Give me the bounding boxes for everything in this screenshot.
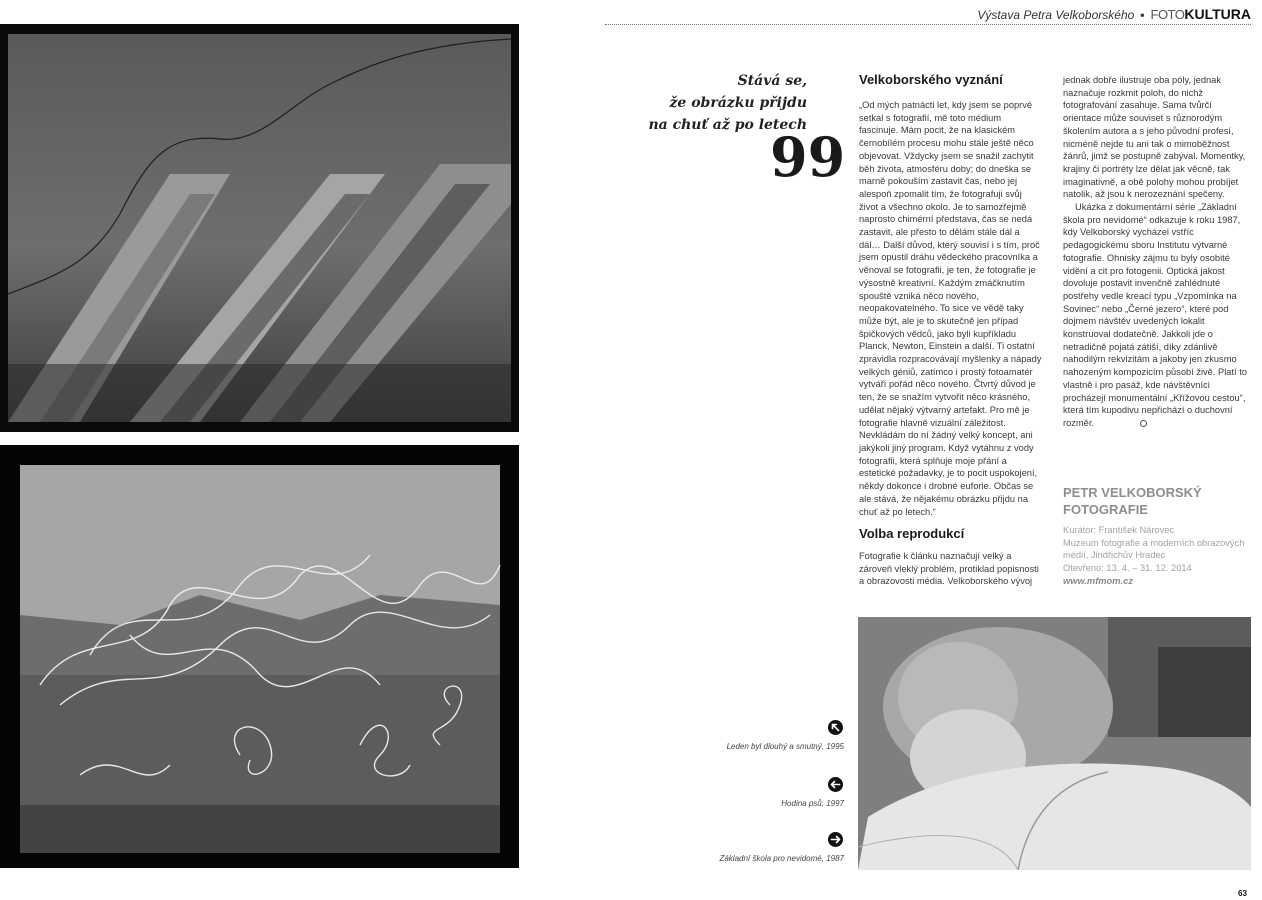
article-paragraph: jednak dobře ilustruje oba póly, jednak naznačuje rozkmit poloh, do nichž fotografování zasahuje. Sama tvůrčí orientace může souviset s různorodým školením autora a s jeho původní profesí, nicméně nejde tu ani tak o mimoběžnost žánrů, jimž se postupně zabýval. Momentky, krajiny či portréty lze dělat jak věcně, tak imaginativně, a obě polohy mohou probíjet natolik, až jsou k nerozeznání spečeny. xyxy=(1063,75,1246,200)
arrow-up-left-icon xyxy=(828,720,843,735)
caption-zakladni-skola: Základní škola pro nevidomé, 1987 xyxy=(719,854,844,863)
arrow-left-icon xyxy=(828,777,843,792)
photo-zakladni-skola xyxy=(858,617,1251,870)
exhibition-website-link[interactable]: www.mfmom.cz xyxy=(1063,575,1133,586)
exhibition-title: PETR VELKOBORSKÝ FOTOGRAFIE xyxy=(1063,485,1202,517)
article-column-1: „Od mých patnácti let, kdy jsem se poprvé setkal s fotografií, mě toto médium fascinuje. Mám pocit, že na klasickém černobílém procesu mohu stále ještě něco objevovat. Vždycky jsem se snažil zachytit běh života, atmosféru doby; do dneška se marně pokouším zastavit čas, nebo jej alespoň zpomalit tím, že fotografuji svůj život a všechno okolo. Je to samozřejmě naprosto chimérní představa, čas se nedá zastavit, ale přesto to dělám stále dál a dál… Další důvod, který souvisí i s tím, proč jsem opustil dráhu vědeckého pracovníka a věnoval se fotografii, je ten, že fotografie je výsostně kreativní. Každým zmáčknutím spouště vzniká něco nového, neopakovatelného. To sice ve vědě taky může být, ale je to skutečně jen případ špičkových vědců, jako byli kupříkladu Planck, Newton, Einstein a další. Ti ostatní zpravidla rozpracovávají myšlenky a nápady velkých géniů, zatímco i prostý fotoamatér vytváří pořád něco nového. Čtvrtý důvod je ten, že se snažím vytvořit něco krásného, udělat nějaký výtvarný artefakt. Pro mě je fotografie hlavně vizuální záležitost. Nevkládám do ní žádný velký koncept, ani jakýkoli jiný program. Když vytáhnu z vody fotografii, která splňuje moje přání a estetické požadavky, je to pocit uspokojení, někdy dokonce i drobné euforie. Občas se ale stává, že nějakému obrázku přijdu na chuť až po letech.“ xyxy=(859,100,1042,517)
header-section-title: Výstava Petra Velkoborského xyxy=(977,8,1135,22)
end-mark-icon xyxy=(1140,420,1147,427)
article-column-2 xyxy=(1063,74,1251,430)
photo-hodina-psu xyxy=(0,445,519,868)
brand-kultura: KULTURA xyxy=(1184,6,1251,22)
exhibition-venue: Muzeum fotografie a moderních obrazových médií, Jindřichův Hradec xyxy=(1063,537,1245,561)
pull-quote-line: že obrázku přijdu xyxy=(669,95,807,111)
article-paragraph xyxy=(1063,201,1251,430)
caption-hodina-psu: Hodina psů, 1997 xyxy=(781,799,844,808)
header-bullet: • xyxy=(1140,8,1145,22)
article-column-1-continued: Fotografie k článku naznačují velký a zároveň vleklý problém, protiklad popisnosti a obrazovosti média. Velkoborského vývoj xyxy=(859,551,1039,587)
photo-leden-byl-dlouhy xyxy=(0,24,519,432)
exhibition-curator: Kurátor: František Nárovec xyxy=(1063,525,1175,535)
pull-quote-line: Stává se, xyxy=(737,73,807,89)
running-header xyxy=(605,6,1251,26)
caption-leden: Leden byl dlouhý a smutný, 1995 xyxy=(726,742,844,751)
pull-quote-line: na chuť až po letech xyxy=(648,117,807,133)
heading-volba-reprodukci: Volba reprodukcí xyxy=(859,526,965,541)
quote-mark-icon: 99 xyxy=(770,125,846,189)
exhibition-dates: Otevřeno: 13. 4. – 31. 12. 2014 xyxy=(1063,563,1192,574)
heading-velkoborskeho-vyznani: Velkoborského vyznání xyxy=(859,72,1003,87)
page-number: 63 xyxy=(1238,889,1247,898)
arrow-right-icon xyxy=(828,832,843,847)
exhibition-info xyxy=(1063,524,1251,588)
article-paragraph-text: Ukázka z dokumentární série „Základní škola pro nevidomé“ odkazuje k roku 1987, kdy Velkoborský vycházel vstříc pedagogickému sboru Institutu výtvarné fotografie. Ohnisky zájmu tu byly osobité vidění a cit pro fotogenii. Optická jakost dovoluje postavit invenčně zahlédnuté postřehy vedle kreací typu „Vzpomínka na Sovinec“ nebo „Černé jezero“, které pod dojmem návštěv uvedených lokalit konstruoval dodatečně. Jakkoli jde o netradičně pojatá zátiší, díky zdánlivě nahodilým rekvizitám a jakoby jen zkusmo nahozeným kompozicím působí živě. Platí to vlastně i pro pasáž, kde návštěvníci procházejí monumentální „Křížovou cestou“, která tím kupodivu nepřichází o duchovní rozměr. xyxy=(1063,202,1247,428)
header-divider xyxy=(605,24,1251,25)
brand-foto: FOTO xyxy=(1150,7,1185,22)
